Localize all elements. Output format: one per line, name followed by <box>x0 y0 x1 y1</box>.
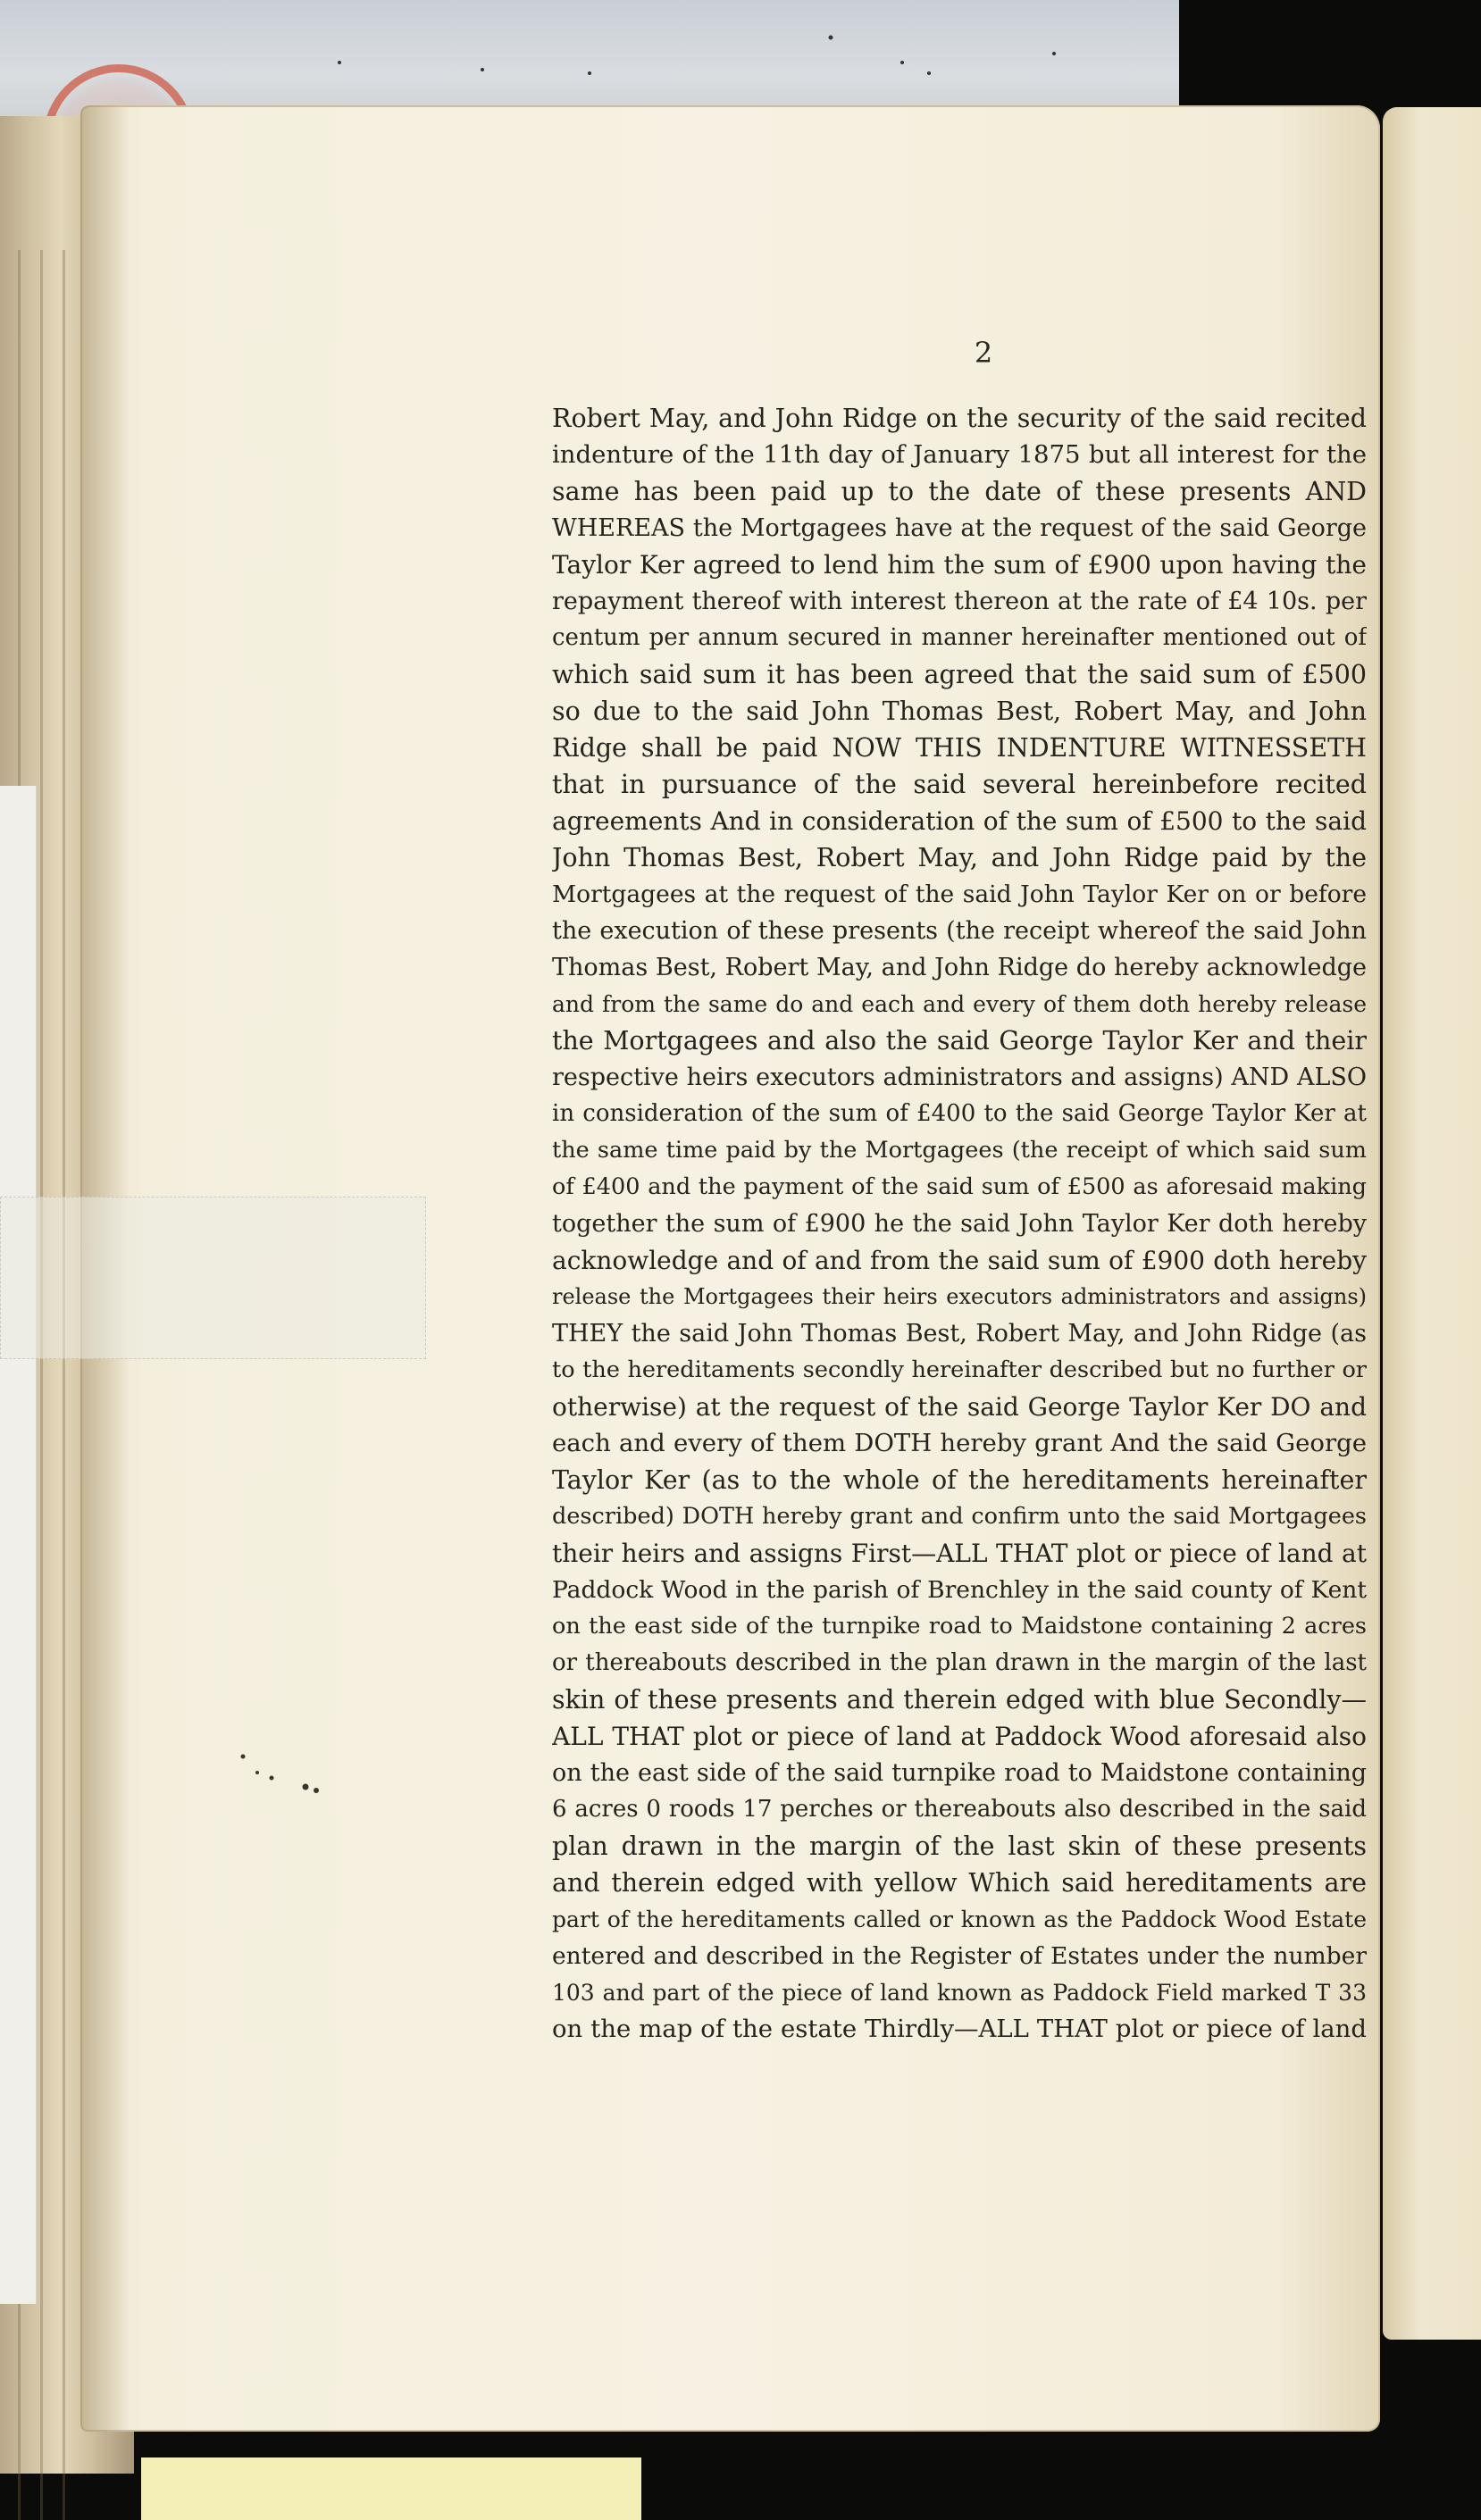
text-line: that in pursuance of the said several hereinbefore recited <box>552 770 1367 799</box>
text-line: THEY the said John Thomas Best, Robert May, and John Ridge (as <box>552 1320 1367 1348</box>
text-line: Taylor Ker (as to the whole of the hereditaments hereinafter <box>552 1465 1367 1495</box>
text-line: Robert May, and John Ridge on the security of the said recited <box>552 404 1367 433</box>
text-line: part of the hereditaments called or known as the Paddock Wood Estate <box>552 1907 1367 1932</box>
page-edge-line <box>63 250 65 2520</box>
text-line: John Thomas Best, Robert May, and John Ridge paid by the <box>552 843 1367 872</box>
text-line: of £400 and the payment of the said sum of £500 as aforesaid making <box>552 1173 1367 1200</box>
text-line: release the Mortgagees their heirs executors administrators and assigns) <box>552 1284 1367 1309</box>
text-line: Paddock Wood in the parish of Brenchley in the said county of Kent <box>552 1576 1367 1604</box>
text-line: ALL THAT plot or piece of land at Paddock Wood aforesaid also <box>552 1722 1367 1751</box>
text-line: Mortgagees at the request of the said John Taylor Ker on or before <box>552 880 1367 908</box>
text-line: the same time paid by the Mortgagees (the receipt of which said sum <box>552 1137 1367 1164</box>
white-side-strip <box>0 786 37 2304</box>
text-line: 103 and part of the piece of land known as Paddock Field marked T 33 <box>552 1980 1367 2006</box>
bottom-label-strip <box>141 2457 641 2520</box>
ink-specks <box>232 1746 339 1799</box>
text-line: Ridge shall be paid NOW THIS INDENTURE WITNESSETH <box>552 733 1367 763</box>
text-line: Thomas Best, Robert May, and John Ridge do hereby acknowledge <box>552 954 1367 981</box>
text-line: centum per annum secured in manner hereinafter mentioned out of <box>552 624 1367 651</box>
text-line: agreements And in consideration of the sum of £500 to the said <box>552 806 1367 836</box>
text-line: the execution of these presents (the receipt whereof the said John <box>552 917 1367 945</box>
text-line: same has been paid up to the date of these presents AND <box>552 477 1367 506</box>
text-line: to the hereditaments secondly hereinafter described but no further or <box>552 1356 1367 1383</box>
text-line: Taylor Ker agreed to lend him the sum of £900 upon having the <box>552 550 1367 580</box>
text-line: the Mortgagees and also the said George Taylor Ker and their <box>552 1026 1367 1056</box>
text-line: acknowledge and of and from the said sum of £900 doth hereby <box>552 1246 1367 1275</box>
text-line: otherwise) at the request of the said George Taylor Ker DO and <box>552 1392 1367 1422</box>
text-line: WHEREAS the Mortgagees have at the request of the said George <box>552 514 1367 542</box>
text-line: indenture of the 11th day of January 1875 but all interest for the <box>552 440 1367 469</box>
text-line: each and every of them DOTH hereby grant And the said George <box>552 1429 1367 1457</box>
text-line: together the sum of £900 he the said John Taylor Ker doth hereby <box>552 1210 1367 1238</box>
text-line: on the east side of the turnpike road to Maidstone containing 2 acres <box>552 1613 1367 1640</box>
page-number: 2 <box>974 336 993 370</box>
text-line: in consideration of the sum of £400 to the said George Taylor Ker at <box>552 1100 1367 1127</box>
text-line: 6 acres 0 roods 17 perches or thereabouts also described in the said <box>552 1796 1367 1823</box>
text-line: which said sum it has been agreed that the said sum of £500 <box>552 660 1367 689</box>
tape-patch <box>0 1197 426 1359</box>
text-line: and from the same do and each and every of them doth hereby release <box>552 991 1367 1017</box>
indenture-text <box>552 400 1367 2048</box>
text-line: respective heirs executors administrators and assigns) AND ALSO <box>552 1064 1367 1091</box>
text-line: and therein edged with yellow Which said hereditaments are <box>552 1868 1367 1898</box>
text-line: their heirs and assigns First—ALL THAT plot or piece of land at <box>552 1539 1367 1568</box>
text-line: so due to the said John Thomas Best, Robert May, and John <box>552 697 1367 726</box>
text-line: on the map of the estate Thirdly—ALL THAT plot or piece of land <box>552 2015 1367 2043</box>
text-line: on the east side of the said turnpike road to Maidstone containing <box>552 1759 1367 1787</box>
text-line: entered and described in the Register of Estates under the number <box>552 1942 1367 1970</box>
page-edge-line <box>40 250 43 2520</box>
text-line: or thereabouts described in the plan drawn in the margin of the last <box>552 1649 1367 1676</box>
text-line: repayment thereof with interest thereon at the rate of £4 10s. per <box>552 588 1367 615</box>
text-line: plan drawn in the margin of the last skin of these presents <box>552 1832 1367 1861</box>
text-line: skin of these presents and therein edged with blue Secondly— <box>552 1685 1367 1715</box>
text-line: described) DOTH hereby grant and confirm unto the said Mortgagees <box>552 1503 1367 1530</box>
next-page-edge <box>1383 107 1481 2340</box>
